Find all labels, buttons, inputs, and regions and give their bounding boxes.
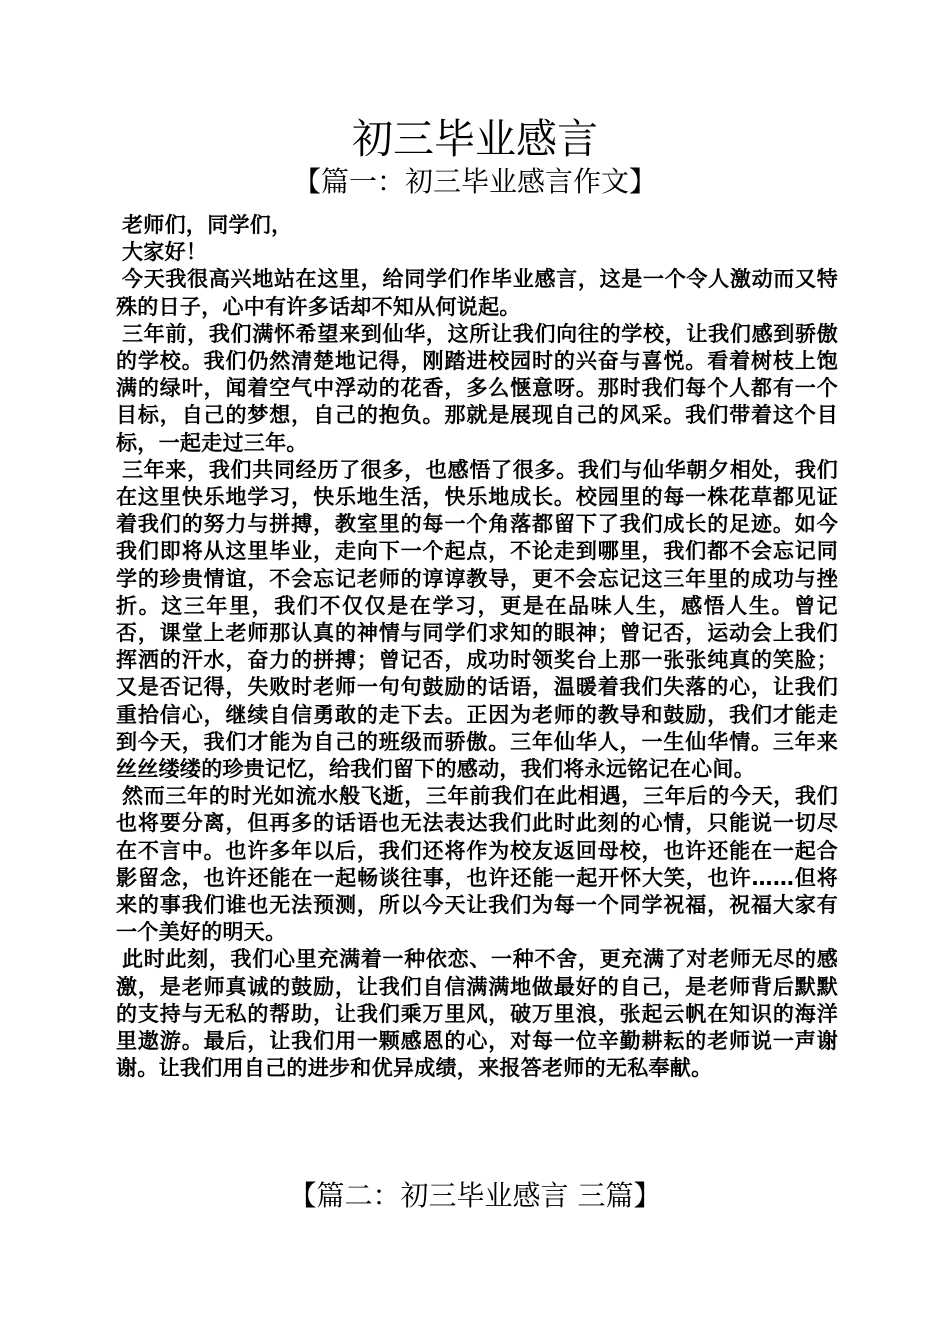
essay-body	[116, 212, 838, 1083]
essay-paragraph: 三年前，我们满怀希望来到仙华，这所让我们向往的学校，让我们感到骄傲的学校。我们仍然清楚地记得，刚踏进校园时的兴奋与喜悦。看着树枝上饱满的绿叶，闻着空气中浮动的花香，多么惬意呀。那时我们每个人都有一个目标，自己的梦想，自己的抱负。那就是展现自己的风采。我们带着这个目标，一起走过三年。	[116, 321, 838, 455]
essay-paragraph: 三年来，我们共同经历了很多，也感悟了很多。我们与仙华朝夕相处，我们在这里快乐地学习，快乐地生活，快乐地成长。校园里的每一株花草都见证着我们的努力与拼搏，教室里的每一个角落都留下了我们成长的足迹。如今我们即将从这里毕业，走向下一个起点，不论走到哪里，我们都不会忘记同学的珍贵情谊，不会忘记老师的谆谆教导，更不会忘记这三年里的成功与挫折。这三年里，我们不仅仅是在学习，更是在品味人生，感悟人生。曾记否，课堂上老师那认真的神情与同学们求知的眼神；曾记否，运动会上我们挥洒的汗水，奋力的拼搏；曾记否，成功时领奖台上那一张张纯真的笑脸；又是否记得，失败时老师一句句鼓励的话语，温暖着我们失落的心，让我们重拾信心，继续自信勇敢的走下去。正因为老师的教导和鼓励，我们才能走到今天，我们才能为自己的班级而骄傲。三年仙华人，一生仙华情。三年来丝丝缕缕的珍贵记忆，给我们留下的感动，我们将永远铭记在心间。	[116, 457, 838, 782]
essay-paragraph: 此时此刻，我们心里充满着一种依恋、一种不舍，更充满了对老师无尽的感激，是老师真诚的鼓励，让我们自信满满地做最好的自己，是老师背后默默的支持与无私的帮助，让我们乘万里风，破万里浪，张起云帆在知识的海洋里遨游。最后，让我们用一颗感恩的心，对每一位辛勤耕耘的老师说一声谢谢。让我们用自己的进步和优异成绩，来报答老师的无私奉献。	[116, 947, 838, 1081]
essay-paragraph: 今天我很高兴地站在这里，给同学们作毕业感言，这是一个令人激动而又特殊的日子，心中有许多话却不知从何说起。	[116, 267, 838, 319]
essay-paragraph: 然而三年的时光如流水般飞逝，三年前我们在此相遇，三年后的今天，我们也将要分离，但再多的话语也无法表达我们此时此刻的心情，只能说一切尽在不言中。也许多年以后，我们还将作为校友返回母校，也许还能在一起合影留念，也许还能在一起畅谈往事，也许还能一起开怀大笑，也许……但将来的事我们谁也无法预测，所以今天让我们为每一个同学祝福，祝福大家有一个美好的明天。	[116, 784, 838, 945]
document-title: 初三毕业感言	[352, 115, 598, 163]
section-heading-2: 【篇二：初三毕业感言 三篇】	[288, 1179, 662, 1212]
section-heading-1: 【篇一：初三毕业感言作文】	[292, 165, 657, 198]
greeting-line: 老师们，同学们，	[122, 213, 293, 237]
greeting-line: 大家好！	[122, 240, 208, 265]
